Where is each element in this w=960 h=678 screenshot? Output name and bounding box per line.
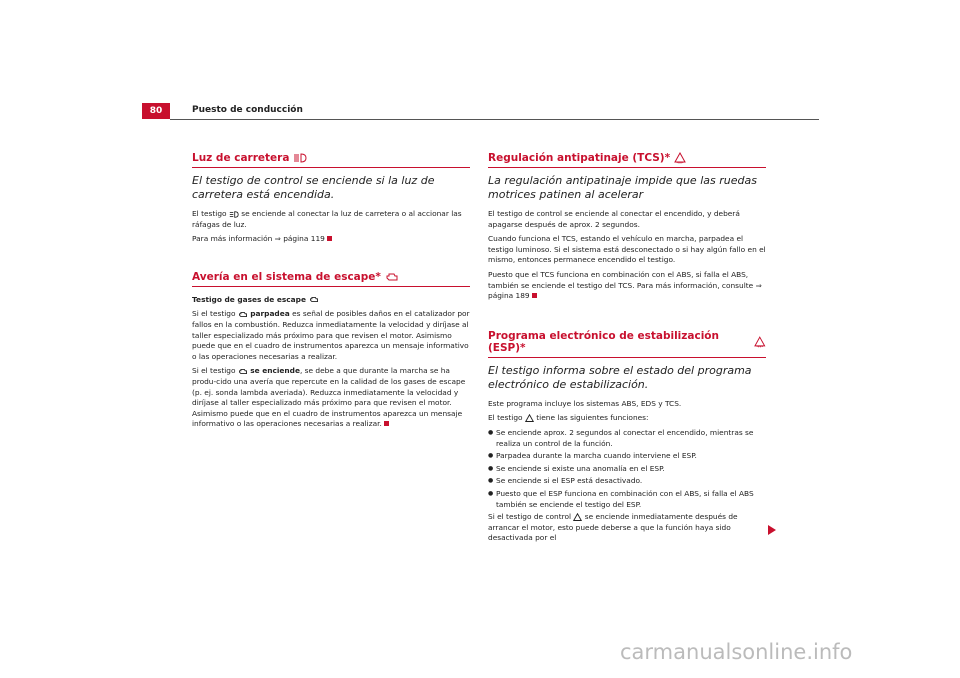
end-marker	[384, 421, 389, 426]
section-heading-high-beam: Luz de carretera	[192, 152, 470, 168]
continue-arrow-icon	[768, 525, 776, 535]
stability-control-icon	[525, 414, 534, 423]
engine-icon	[238, 368, 248, 375]
end-marker	[327, 236, 332, 241]
page-number: 80	[142, 103, 170, 119]
traction-control-icon	[674, 152, 686, 164]
paragraph: Cuando funciona el TCS, estando el vehículo en marcha, parpadea el testigo luminoso. Si el sistema está desconectado o si hay algún fallo en el mismo, entonces permanece encendido el testigo.	[488, 234, 766, 265]
header-rule	[170, 119, 819, 120]
subheading: Testigo de gases de escape	[192, 295, 470, 306]
paragraph: Este programa incluye los sistemas ABS, EDS y TCS.	[488, 398, 682, 408]
list-item: ● Se enciende si existe una anomalía en el ESP.	[488, 464, 766, 475]
lead-high-beam: El testigo de control se enciende si la luz de carretera está encendida.	[192, 174, 435, 201]
paragraph: Si el testigo se enciende, se debe a que durante la marcha se ha produ-cido una avería que repercute en la calidad de los gases de escape (p. ej. sonda lambda averiada). Reduzca inmediatamente la velocidad y diríjase al taller especializado más próximo para que revisen el motor. Asimismo puede que en el cuadro de instrumentos aparezca un mensaje informativo o las operaciones necesarias a realizar.	[192, 366, 466, 429]
stability-control-icon	[754, 336, 766, 348]
list-item: ● Puesto que el ESP funciona en combinación con el ABS, si falla el ABS también se enciende el testigo del ESP.	[488, 489, 766, 510]
high-beam-icon	[293, 153, 307, 163]
paragraph: El testigo tiene las siguientes funciones:	[488, 413, 649, 423]
end-marker	[532, 293, 537, 298]
list-item: ● Parpadea durante la marcha cuando interviene el ESP.	[488, 451, 766, 462]
paragraph	[192, 234, 470, 245]
high-beam-icon	[229, 211, 239, 218]
engine-icon	[309, 296, 319, 303]
page-reference-link[interactable]: Para más información ⇒ página 119	[192, 234, 325, 244]
engine-icon	[385, 272, 399, 282]
list-item: ● Se enciende aprox. 2 segundos al conectar el encendido, mientras se realiza un control de la función.	[488, 428, 766, 449]
section-heading-esp: Programa electrónico de estabilización (ESP)*	[488, 330, 766, 358]
engine-icon	[238, 311, 248, 318]
lead-tcs: La regulación antipatinaje impide que las ruedas motrices patinen al acelerar	[488, 174, 757, 201]
paragraph: Si el testigo parpadea es señal de posibles daños en el catalizador por fallos en la combustión. Reduzca inmediatamente la velocidad y diríjase al taller especializado más próximo para que revisen el motor. Asimismo puede que en el cuadro de instrumentos aparezca un mensaje informativo o las operaciones necesarias a realizar.	[192, 309, 470, 361]
right-column	[488, 152, 766, 548]
left-column	[192, 152, 470, 434]
section-heading-exhaust: Avería en el sistema de escape*	[192, 271, 470, 287]
list-item: ● Se enciende si el ESP está desactivado.	[488, 476, 766, 487]
paragraph: El testigo de control se enciende al conectar el encendido, y deberá apagarse después de aprox. 2 segundos.	[488, 209, 740, 229]
paragraph: Puesto que el TCS funciona en combinación con el ABS, si falla el ABS, también se enciende el testigo del TCS. Para más información, consulte ⇒ página 189	[488, 269, 762, 301]
section-title: Puesto de conducción	[192, 105, 303, 115]
watermark: carmanualsonline.info	[620, 640, 853, 664]
section-heading-tcs: Regulación antipatinaje (TCS)*	[488, 152, 766, 168]
stability-control-icon	[573, 513, 582, 522]
lead-esp: El testigo informa sobre el estado del programa electrónico de estabilización.	[488, 363, 752, 391]
paragraph: Si el testigo de control se enciende inmediatamente después de arrancar el motor, esto puede deberse a que la función haya sido desactivada por el	[488, 512, 738, 543]
paragraph: El testigo se enciende al conectar la luz de carretera o al accionar las ráfagas de luz.	[192, 209, 462, 229]
